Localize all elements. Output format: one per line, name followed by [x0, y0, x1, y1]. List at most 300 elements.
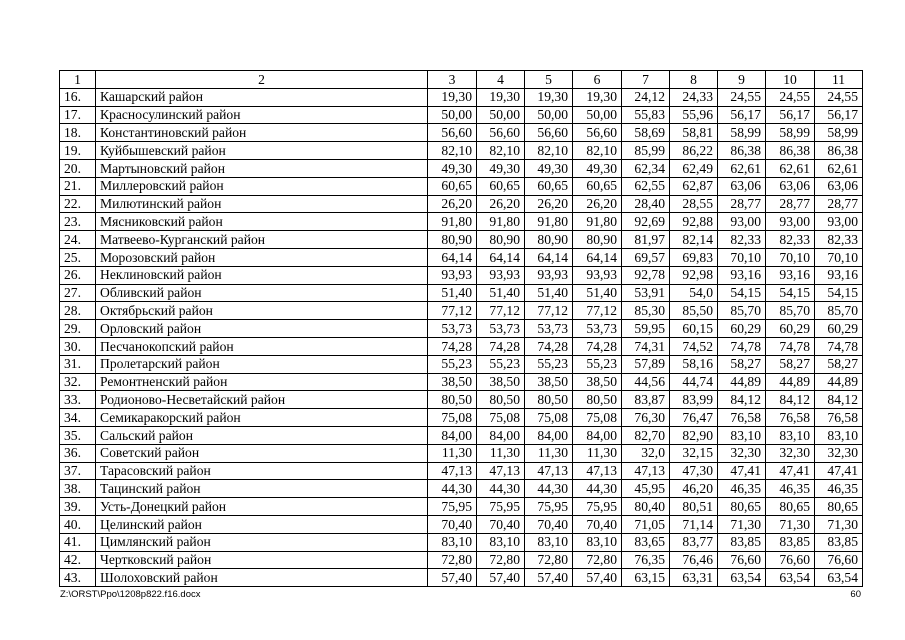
value-cell: 80,90: [428, 231, 477, 249]
value-cell: 44,30: [525, 480, 573, 498]
value-cell: 75,95: [428, 498, 477, 516]
value-cell: 51,40: [525, 284, 573, 302]
value-cell: 82,14: [670, 231, 718, 249]
value-cell: 62,61: [718, 159, 766, 177]
row-number: 40.: [60, 515, 96, 533]
district-name: Матвеево-Курганский район: [96, 231, 428, 249]
table-row: [60, 124, 863, 142]
value-cell: 58,27: [766, 355, 815, 373]
value-cell: 11,30: [428, 444, 477, 462]
district-name: Песчанокопский район: [96, 337, 428, 355]
value-cell: 74,78: [718, 337, 766, 355]
value-cell: 82,10: [573, 142, 622, 160]
value-cell: 69,83: [670, 248, 718, 266]
row-number: 18.: [60, 124, 96, 142]
value-cell: 55,96: [670, 106, 718, 124]
table-row: [60, 551, 863, 569]
value-cell: 11,30: [573, 444, 622, 462]
column-header: 4: [477, 71, 525, 89]
value-cell: 45,95: [622, 480, 670, 498]
value-cell: 24,55: [718, 88, 766, 106]
table-row: [60, 462, 863, 480]
value-cell: 38,50: [477, 373, 525, 391]
district-name: Шолоховский район: [96, 569, 428, 587]
value-cell: 49,30: [573, 159, 622, 177]
district-name: Морозовский район: [96, 248, 428, 266]
value-cell: 26,20: [525, 195, 573, 213]
value-cell: 19,30: [573, 88, 622, 106]
table-row: [60, 515, 863, 533]
value-cell: 84,00: [428, 426, 477, 444]
value-cell: 80,65: [718, 498, 766, 516]
value-cell: 38,50: [573, 373, 622, 391]
value-cell: 71,30: [718, 515, 766, 533]
value-cell: 28,55: [670, 195, 718, 213]
value-cell: 53,73: [525, 320, 573, 338]
district-name: Мартыновский район: [96, 159, 428, 177]
district-name: Милютинский район: [96, 195, 428, 213]
value-cell: 50,00: [477, 106, 525, 124]
value-cell: 70,40: [525, 515, 573, 533]
value-cell: 54,15: [815, 284, 863, 302]
value-cell: 83,99: [670, 391, 718, 409]
value-cell: 92,88: [670, 213, 718, 231]
column-header: 1: [60, 71, 96, 89]
value-cell: 50,00: [573, 106, 622, 124]
district-name: Орловский район: [96, 320, 428, 338]
value-cell: 93,16: [718, 266, 766, 284]
value-cell: 51,40: [428, 284, 477, 302]
row-number: 33.: [60, 391, 96, 409]
value-cell: 44,30: [477, 480, 525, 498]
value-cell: 74,28: [428, 337, 477, 355]
value-cell: 63,54: [766, 569, 815, 587]
district-name: Кашарский район: [96, 88, 428, 106]
table-row: [60, 284, 863, 302]
table-row: [60, 533, 863, 551]
value-cell: 32,30: [718, 444, 766, 462]
value-cell: 82,33: [718, 231, 766, 249]
value-cell: 60,65: [428, 177, 477, 195]
value-cell: 85,70: [815, 302, 863, 320]
value-cell: 76,60: [718, 551, 766, 569]
value-cell: 49,30: [428, 159, 477, 177]
value-cell: 54,15: [718, 284, 766, 302]
column-header: 6: [573, 71, 622, 89]
row-number: 38.: [60, 480, 96, 498]
value-cell: 57,40: [525, 569, 573, 587]
value-cell: 93,16: [815, 266, 863, 284]
row-number: 29.: [60, 320, 96, 338]
value-cell: 75,08: [525, 409, 573, 427]
value-cell: 83,10: [718, 426, 766, 444]
value-cell: 64,14: [525, 248, 573, 266]
value-cell: 63,06: [766, 177, 815, 195]
value-cell: 72,80: [525, 551, 573, 569]
value-cell: 46,35: [718, 480, 766, 498]
district-name: Усть-Донецкий район: [96, 498, 428, 516]
district-name: Октябрьский район: [96, 302, 428, 320]
value-cell: 93,93: [428, 266, 477, 284]
table-row: [60, 355, 863, 373]
value-cell: 49,30: [477, 159, 525, 177]
value-cell: 93,00: [815, 213, 863, 231]
value-cell: 74,52: [670, 337, 718, 355]
value-cell: 84,00: [573, 426, 622, 444]
value-cell: 28,77: [766, 195, 815, 213]
value-cell: 70,10: [718, 248, 766, 266]
row-number: 21.: [60, 177, 96, 195]
value-cell: 47,30: [670, 462, 718, 480]
value-cell: 83,10: [573, 533, 622, 551]
value-cell: 32,15: [670, 444, 718, 462]
value-cell: 76,30: [622, 409, 670, 427]
row-number: 27.: [60, 284, 96, 302]
value-cell: 63,54: [815, 569, 863, 587]
value-cell: 64,14: [428, 248, 477, 266]
value-cell: 86,38: [815, 142, 863, 160]
value-cell: 85,70: [766, 302, 815, 320]
value-cell: 44,30: [573, 480, 622, 498]
value-cell: 56,60: [573, 124, 622, 142]
row-number: 36.: [60, 444, 96, 462]
value-cell: 57,40: [428, 569, 477, 587]
value-cell: 77,12: [573, 302, 622, 320]
value-cell: 32,0: [622, 444, 670, 462]
value-cell: 71,30: [815, 515, 863, 533]
value-cell: 26,20: [428, 195, 477, 213]
value-cell: 80,50: [525, 391, 573, 409]
value-cell: 62,55: [622, 177, 670, 195]
value-cell: 82,10: [477, 142, 525, 160]
value-cell: 83,10: [766, 426, 815, 444]
value-cell: 47,13: [428, 462, 477, 480]
table-row: [60, 266, 863, 284]
value-cell: 74,31: [622, 337, 670, 355]
value-cell: 83,87: [622, 391, 670, 409]
value-cell: 80,50: [477, 391, 525, 409]
value-cell: 70,40: [477, 515, 525, 533]
value-cell: 83,65: [622, 533, 670, 551]
row-number: 24.: [60, 231, 96, 249]
value-cell: 28,77: [718, 195, 766, 213]
district-name: Миллеровский район: [96, 177, 428, 195]
row-number: 37.: [60, 462, 96, 480]
value-cell: 53,73: [573, 320, 622, 338]
district-name: Семикаракорский район: [96, 409, 428, 427]
district-name: Пролетарский район: [96, 355, 428, 373]
value-cell: 60,29: [766, 320, 815, 338]
value-cell: 44,74: [670, 373, 718, 391]
value-cell: 92,78: [622, 266, 670, 284]
value-cell: 55,23: [477, 355, 525, 373]
value-cell: 47,13: [622, 462, 670, 480]
table-row: [60, 569, 863, 587]
value-cell: 64,14: [477, 248, 525, 266]
table-row: [60, 177, 863, 195]
value-cell: 71,30: [766, 515, 815, 533]
value-cell: 86,38: [718, 142, 766, 160]
row-number: 39.: [60, 498, 96, 516]
table-row: [60, 337, 863, 355]
row-number: 17.: [60, 106, 96, 124]
value-cell: 93,00: [766, 213, 815, 231]
value-cell: 76,58: [766, 409, 815, 427]
value-cell: 72,80: [428, 551, 477, 569]
value-cell: 46,20: [670, 480, 718, 498]
value-cell: 74,78: [815, 337, 863, 355]
column-header: 5: [525, 71, 573, 89]
value-cell: 51,40: [573, 284, 622, 302]
column-header: 7: [622, 71, 670, 89]
value-cell: 59,95: [622, 320, 670, 338]
value-cell: 91,80: [477, 213, 525, 231]
value-cell: 60,65: [573, 177, 622, 195]
value-cell: 53,73: [428, 320, 477, 338]
value-cell: 44,89: [718, 373, 766, 391]
value-cell: 26,20: [573, 195, 622, 213]
value-cell: 28,77: [815, 195, 863, 213]
value-cell: 56,60: [525, 124, 573, 142]
value-cell: 44,89: [766, 373, 815, 391]
column-header: 8: [670, 71, 718, 89]
value-cell: 69,57: [622, 248, 670, 266]
table-row: [60, 88, 863, 106]
value-cell: 75,95: [573, 498, 622, 516]
value-cell: 49,30: [525, 159, 573, 177]
value-cell: 55,23: [573, 355, 622, 373]
table-row: [60, 391, 863, 409]
value-cell: 55,23: [428, 355, 477, 373]
value-cell: 46,35: [815, 480, 863, 498]
value-cell: 50,00: [428, 106, 477, 124]
value-cell: 44,89: [815, 373, 863, 391]
value-cell: 56,60: [428, 124, 477, 142]
value-cell: 53,91: [622, 284, 670, 302]
value-cell: 62,87: [670, 177, 718, 195]
file-path: Z:\ORST\Ppo\1208p822.f16.docx: [60, 589, 201, 600]
value-cell: 81,97: [622, 231, 670, 249]
row-number: 23.: [60, 213, 96, 231]
value-cell: 70,40: [428, 515, 477, 533]
value-cell: 19,30: [477, 88, 525, 106]
value-cell: 46,35: [766, 480, 815, 498]
value-cell: 86,38: [766, 142, 815, 160]
value-cell: 77,12: [428, 302, 477, 320]
value-cell: 75,95: [477, 498, 525, 516]
value-cell: 82,33: [766, 231, 815, 249]
value-cell: 75,08: [428, 409, 477, 427]
district-name: Неклиновский район: [96, 266, 428, 284]
value-cell: 58,81: [670, 124, 718, 142]
value-cell: 83,85: [766, 533, 815, 551]
page-number: 60: [850, 589, 861, 600]
value-cell: 92,98: [670, 266, 718, 284]
value-cell: 63,54: [718, 569, 766, 587]
value-cell: 84,12: [766, 391, 815, 409]
row-number: 19.: [60, 142, 96, 160]
value-cell: 55,83: [622, 106, 670, 124]
row-number: 16.: [60, 88, 96, 106]
value-cell: 83,85: [815, 533, 863, 551]
value-cell: 58,99: [815, 124, 863, 142]
value-cell: 24,55: [815, 88, 863, 106]
value-cell: 91,80: [525, 213, 573, 231]
row-number: 42.: [60, 551, 96, 569]
value-cell: 63,06: [718, 177, 766, 195]
value-cell: 58,27: [718, 355, 766, 373]
table-row: [60, 373, 863, 391]
value-cell: 62,61: [815, 159, 863, 177]
value-cell: 47,13: [525, 462, 573, 480]
value-cell: 60,29: [718, 320, 766, 338]
value-cell: 76,58: [718, 409, 766, 427]
value-cell: 58,69: [622, 124, 670, 142]
value-cell: 47,13: [573, 462, 622, 480]
value-cell: 74,28: [525, 337, 573, 355]
table-header-row: [60, 71, 863, 89]
value-cell: 85,99: [622, 142, 670, 160]
district-name: Тарасовский район: [96, 462, 428, 480]
value-cell: 80,65: [815, 498, 863, 516]
value-cell: 38,50: [525, 373, 573, 391]
table-row: [60, 231, 863, 249]
value-cell: 62,34: [622, 159, 670, 177]
column-header: 11: [815, 71, 863, 89]
column-header: 3: [428, 71, 477, 89]
row-number: 43.: [60, 569, 96, 587]
row-number: 32.: [60, 373, 96, 391]
value-cell: 76,60: [766, 551, 815, 569]
table-row: [60, 195, 863, 213]
value-cell: 93,16: [766, 266, 815, 284]
table-row: [60, 302, 863, 320]
value-cell: 47,41: [766, 462, 815, 480]
value-cell: 75,08: [573, 409, 622, 427]
table-row: [60, 106, 863, 124]
value-cell: 19,30: [525, 88, 573, 106]
value-cell: 91,80: [573, 213, 622, 231]
value-cell: 63,06: [815, 177, 863, 195]
table-row: [60, 444, 863, 462]
value-cell: 84,00: [525, 426, 573, 444]
district-name: Сальский район: [96, 426, 428, 444]
value-cell: 58,16: [670, 355, 718, 373]
value-cell: 80,40: [622, 498, 670, 516]
value-cell: 54,0: [670, 284, 718, 302]
value-cell: 83,77: [670, 533, 718, 551]
value-cell: 75,95: [525, 498, 573, 516]
district-name: Чертковский район: [96, 551, 428, 569]
value-cell: 82,10: [525, 142, 573, 160]
row-number: 28.: [60, 302, 96, 320]
value-cell: 80,90: [477, 231, 525, 249]
value-cell: 64,14: [573, 248, 622, 266]
row-number: 31.: [60, 355, 96, 373]
value-cell: 93,00: [718, 213, 766, 231]
value-cell: 24,33: [670, 88, 718, 106]
district-name: Куйбышевский район: [96, 142, 428, 160]
district-name: Красносулинский район: [96, 106, 428, 124]
table-row: [60, 426, 863, 444]
value-cell: 53,73: [477, 320, 525, 338]
value-cell: 58,99: [766, 124, 815, 142]
district-name: Советский район: [96, 444, 428, 462]
district-name: Мясниковский район: [96, 213, 428, 231]
table-row: [60, 159, 863, 177]
value-cell: 58,27: [815, 355, 863, 373]
value-cell: 54,15: [766, 284, 815, 302]
data-table: [59, 70, 863, 587]
table-body: [60, 71, 863, 587]
table-row: [60, 320, 863, 338]
value-cell: 60,15: [670, 320, 718, 338]
value-cell: 62,49: [670, 159, 718, 177]
value-cell: 71,05: [622, 515, 670, 533]
district-name: Цимлянский район: [96, 533, 428, 551]
value-cell: 57,40: [573, 569, 622, 587]
value-cell: 50,00: [525, 106, 573, 124]
value-cell: 82,90: [670, 426, 718, 444]
value-cell: 85,70: [718, 302, 766, 320]
value-cell: 11,30: [525, 444, 573, 462]
table-row: [60, 248, 863, 266]
row-number: 25.: [60, 248, 96, 266]
table-row: [60, 142, 863, 160]
value-cell: 91,80: [428, 213, 477, 231]
value-cell: 63,15: [622, 569, 670, 587]
district-name: Константиновский район: [96, 124, 428, 142]
district-name: Родионово-Несветайский район: [96, 391, 428, 409]
value-cell: 83,10: [428, 533, 477, 551]
value-cell: 83,10: [525, 533, 573, 551]
value-cell: 62,61: [766, 159, 815, 177]
value-cell: 75,08: [477, 409, 525, 427]
district-name: Обливский район: [96, 284, 428, 302]
value-cell: 74,28: [573, 337, 622, 355]
value-cell: 70,10: [766, 248, 815, 266]
row-number: 22.: [60, 195, 96, 213]
column-header: 9: [718, 71, 766, 89]
value-cell: 60,29: [815, 320, 863, 338]
value-cell: 93,93: [477, 266, 525, 284]
value-cell: 60,65: [525, 177, 573, 195]
value-cell: 83,10: [477, 533, 525, 551]
value-cell: 47,13: [477, 462, 525, 480]
row-number: 41.: [60, 533, 96, 551]
value-cell: 56,17: [766, 106, 815, 124]
value-cell: 80,65: [766, 498, 815, 516]
value-cell: 47,41: [815, 462, 863, 480]
value-cell: 70,40: [573, 515, 622, 533]
value-cell: 83,85: [718, 533, 766, 551]
table-row: [60, 409, 863, 427]
value-cell: 74,28: [477, 337, 525, 355]
value-cell: 47,41: [718, 462, 766, 480]
value-cell: 24,12: [622, 88, 670, 106]
value-cell: 57,89: [622, 355, 670, 373]
value-cell: 19,30: [428, 88, 477, 106]
column-header: 2: [96, 71, 428, 89]
value-cell: 80,90: [525, 231, 573, 249]
value-cell: 51,40: [477, 284, 525, 302]
value-cell: 84,12: [718, 391, 766, 409]
value-cell: 92,69: [622, 213, 670, 231]
value-cell: 55,23: [525, 355, 573, 373]
value-cell: 56,60: [477, 124, 525, 142]
value-cell: 77,12: [525, 302, 573, 320]
value-cell: 76,35: [622, 551, 670, 569]
